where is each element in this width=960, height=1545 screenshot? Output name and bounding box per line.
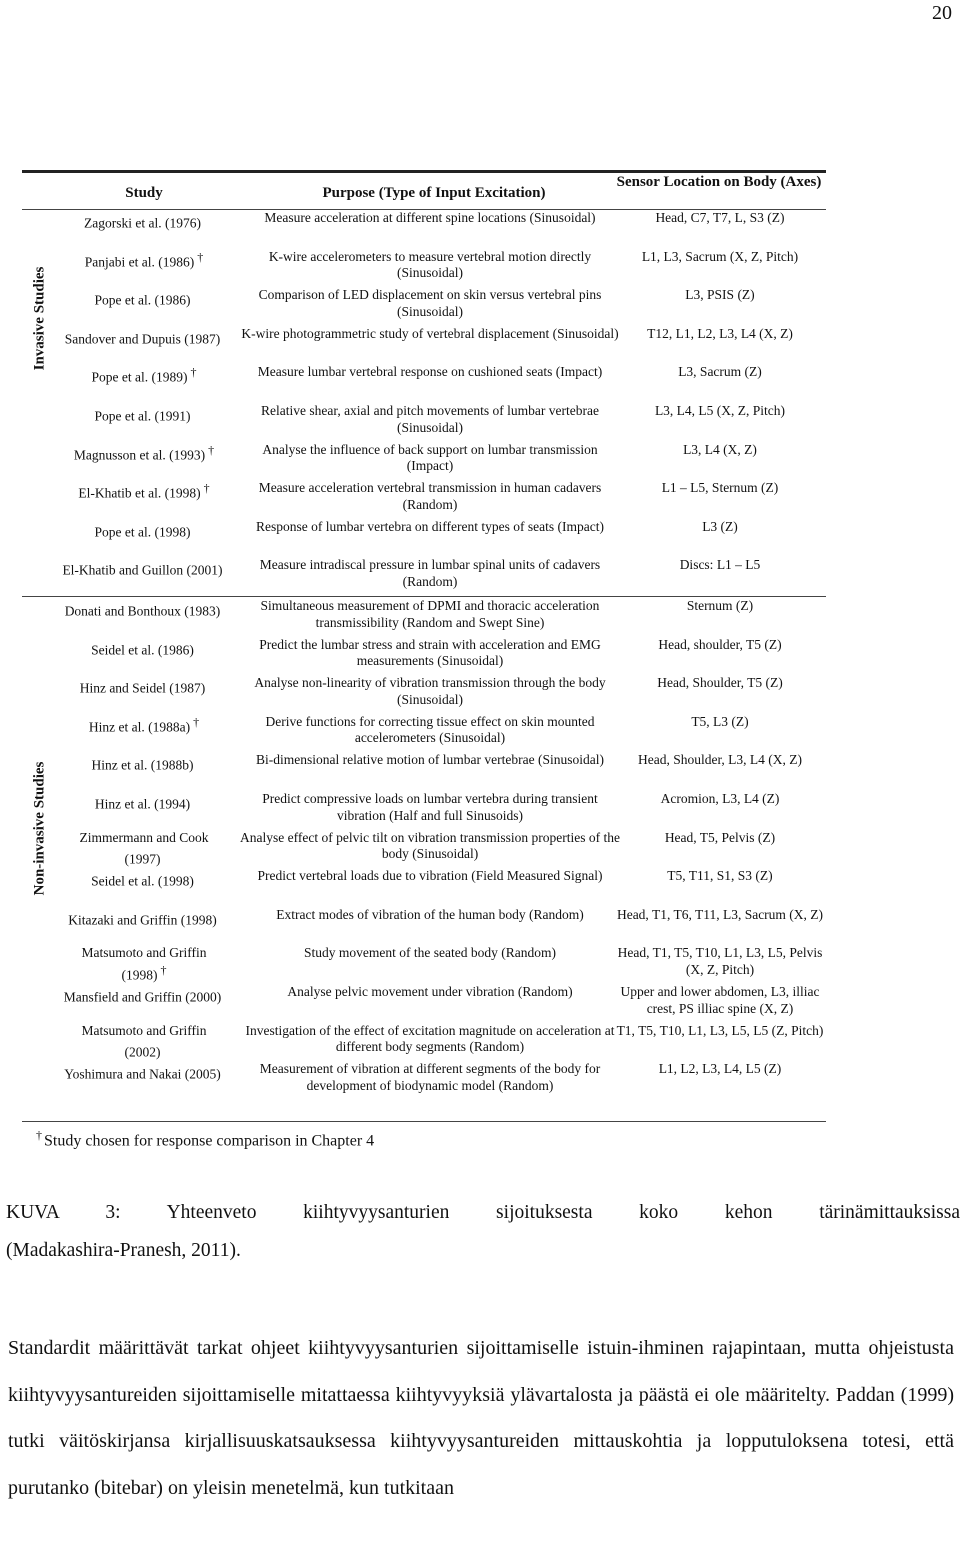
cell-sensor: L3 (Z) bbox=[702, 518, 738, 534]
sensor-location-table-figure bbox=[22, 168, 826, 1148]
study-name: Donati and Bonthoux (1983) bbox=[64, 603, 221, 619]
cell-study bbox=[62, 403, 226, 425]
caption-line-2: (Madakashira-Pranesh, 2011). bbox=[6, 1240, 241, 1261]
cell-study bbox=[62, 752, 226, 774]
dagger-mark: † bbox=[190, 365, 197, 380]
cell-purpose: Analyse pelvic movement under vibration (Random) bbox=[287, 984, 573, 999]
cell-purpose: Measure acceleration vertebral transmission in human cadavers (Random) bbox=[258, 480, 602, 512]
study-name: Pope et al. (1989) bbox=[91, 369, 188, 385]
cell-sensor: L3, L4 (X, Z) bbox=[683, 441, 757, 457]
cell-study bbox=[62, 984, 226, 1006]
cell-sensor: T5, L3 (Z) bbox=[691, 713, 749, 729]
cell-study bbox=[62, 868, 226, 890]
cell-sensor: T12, L1, L2, L3, L4 (X, Z) bbox=[647, 325, 793, 341]
study-name: El-Khatib et al. (1998) bbox=[78, 485, 201, 501]
header-purpose: Purpose (Type of Input Excitation) bbox=[322, 185, 546, 201]
cell-purpose: K-wire accelerometers to measure vertebral motion directly (Sinusoidal) bbox=[268, 248, 592, 281]
study-name: Panjabi et al. (1986) bbox=[84, 254, 195, 270]
footnote-text: Study chosen for response comparison in Chapter 4 bbox=[44, 1132, 375, 1150]
cell-sensor: Discs: L1 – L5 bbox=[679, 557, 761, 573]
cell-sensor: L1, L3, Sacrum (X, Z, Pitch) bbox=[641, 248, 799, 264]
cell-study bbox=[62, 287, 226, 309]
cell-sensor: Head, Shoulder, T5 (Z) bbox=[657, 675, 783, 691]
cell-study bbox=[62, 907, 226, 929]
study-name: Sandover and Dupuis (1987) bbox=[64, 331, 221, 347]
study-name: Kitazaki and Griffin (1998) bbox=[68, 912, 217, 928]
study-name: Matsumoto and Griffin (1998) bbox=[81, 945, 207, 983]
study-name: Hinz et al. (1994) bbox=[94, 796, 191, 812]
table-top-rule bbox=[22, 170, 826, 173]
cell-study bbox=[62, 249, 226, 271]
header-sensor: Sensor Location on Body (Axes) bbox=[616, 174, 822, 190]
cell-purpose: Measure lumbar vertebral response on cushioned seats (Impact) bbox=[257, 364, 603, 380]
study-name: Magnusson et al. (1993) bbox=[73, 447, 206, 463]
cell-purpose: Study movement of the seated body (Random) bbox=[304, 945, 556, 961]
study-name: Pope et al. (1986) bbox=[94, 292, 191, 308]
study-name: Seidel et al. (1986) bbox=[91, 642, 194, 658]
cell-sensor: T5, T11, S1, S3 (Z) bbox=[667, 868, 773, 884]
study-name: Zimmermann and Cook (1997) bbox=[79, 829, 209, 867]
cell-study bbox=[62, 557, 226, 579]
cell-purpose: Comparison of LED displacement on skin versus vertebral pins (Sinusoidal) bbox=[258, 287, 602, 319]
study-name: Yoshimura and Nakai (2005) bbox=[64, 1066, 221, 1082]
cell-study bbox=[62, 945, 226, 984]
cell-study bbox=[62, 210, 226, 232]
cell-sensor: T1, T5, T10, L1, L3, L5, L5 (Z, Pitch) bbox=[616, 1022, 824, 1038]
group-label: Invasive Studies bbox=[31, 266, 48, 370]
table-footnote bbox=[36, 1128, 374, 1150]
group-divider-rule bbox=[22, 596, 826, 597]
cell-purpose: Investigation of the effect of excitation magnitude on acceleration at different body segments (Random) bbox=[245, 1022, 615, 1055]
study-name: Hinz et al. (1988b) bbox=[91, 757, 194, 773]
cell-purpose: Bi-dimensional relative motion of lumbar vertebrae (Sinusoidal) bbox=[256, 752, 604, 768]
cell-study bbox=[62, 480, 226, 502]
table-bottom-rule bbox=[22, 1121, 826, 1122]
cell-purpose: Analyse non-linearity of vibration transmission through the body (Sinusoidal) bbox=[254, 675, 606, 707]
cell-sensor: Head, T5, Pelvis (Z) bbox=[664, 829, 776, 845]
study-name: Hinz and Seidel (1987) bbox=[79, 680, 206, 696]
cell-purpose: Predict vertebral loads due to vibration (Field Measured Signal) bbox=[257, 868, 603, 884]
body-paragraph: Standardit määrittävät tarkat ohjeet kiihtyvyysanturien sijoittamiselle istuin-ihminen rajapintaan, mutta ohjeistusta kiihtyvyysantureiden sijoittamiselle mitattaessa kiihtyvyyksiä ylävartalosta ja päästä ei ole määritelty. Paddan (1999) tutki väitöskirjansa kirjallisuuskatsauksessa kiihtyvyysantureiden mittauskohtia ja lopputuloksena totesi, että purutanko (bitebar) on yleisin menetelmä, kun tutkitaan bbox=[8, 1337, 954, 1499]
cell-sensor: L3, L4, L5 (X, Z, Pitch) bbox=[654, 403, 786, 418]
cell-study bbox=[62, 1023, 226, 1062]
cell-purpose: Extract modes of vibration of the human body (Random) bbox=[276, 906, 584, 922]
study-name: Mansfield and Griffin (2000) bbox=[63, 989, 222, 1005]
cell-sensor: Head, Shoulder, L3, L4 (X, Z) bbox=[637, 752, 803, 768]
cell-study bbox=[62, 326, 226, 348]
study-name: El-Khatib and Guillon (2001) bbox=[62, 562, 223, 578]
cell-purpose: Response of lumbar vertebra on different types of seats (Impact) bbox=[255, 518, 604, 534]
dagger-mark: † bbox=[208, 442, 215, 457]
footnote-mark: † bbox=[36, 1128, 42, 1142]
cell-sensor: L3, Sacrum (Z) bbox=[678, 364, 762, 380]
cell-purpose: K-wire photogrammetric study of vertebral displacement (Sinusoidal) bbox=[241, 325, 619, 341]
cell-study bbox=[62, 364, 226, 386]
study-name: Seidel et al. (1998) bbox=[91, 873, 194, 889]
cell-study bbox=[62, 1061, 226, 1083]
cell-sensor: Head, C7, T7, L, S3 (Z) bbox=[655, 210, 785, 225]
study-name: Zagorski et al. (1976) bbox=[84, 215, 201, 231]
study-name: Matsumoto and Griffin (2002) bbox=[81, 1022, 207, 1060]
cell-purpose: Measurement of vibration at different segments of the body for development of biodynamic model (Random) bbox=[259, 1061, 601, 1093]
cell-study bbox=[62, 714, 226, 736]
group-label: Non-invasive Studies bbox=[31, 761, 48, 895]
cell-purpose: Analyse the influence of back support on lumbar transmission (Impact) bbox=[262, 441, 598, 474]
cell-purpose: Analyse effect of pelvic tilt on vibration transmission properties of the body (Sinusoidal) bbox=[240, 829, 620, 862]
figure-caption bbox=[6, 1194, 960, 1270]
cell-purpose: Measure intradiscal pressure in lumbar spinal units of cadavers (Random) bbox=[259, 557, 601, 589]
cell-purpose: Simultaneous measurement of DPMI and thoracic acceleration transmissibility (Random and Swept Sine) bbox=[260, 598, 600, 630]
cell-sensor: L1, L2, L3, L4, L5 (Z) bbox=[658, 1061, 782, 1077]
dagger-mark: † bbox=[193, 714, 200, 729]
cell-study bbox=[62, 637, 226, 659]
cell-purpose: Predict compressive loads on lumbar vertebra during transient vibration (Half and full Sinusoids) bbox=[262, 791, 598, 823]
study-name: Hinz et al. (1988a) bbox=[88, 719, 191, 735]
cell-sensor: Head, shoulder, T5 (Z) bbox=[658, 636, 782, 652]
cell-sensor: L3, PSIS (Z) bbox=[685, 287, 755, 303]
cell-study bbox=[62, 830, 226, 869]
cell-sensor: Upper and lower abdomen, L3, illiac crest, PS illiac spine (X, Z) bbox=[620, 984, 820, 1016]
cell-study bbox=[62, 519, 226, 541]
dagger-mark: † bbox=[197, 249, 204, 264]
cell-study bbox=[62, 442, 226, 464]
cell-sensor: L1 – L5, Sternum (Z) bbox=[661, 480, 779, 496]
cell-study bbox=[62, 791, 226, 813]
cell-sensor: Head, T1, T6, T11, L3, Sacrum (X, Z) bbox=[616, 906, 824, 922]
study-name: Pope et al. (1998) bbox=[94, 524, 191, 540]
cell-study bbox=[62, 598, 226, 620]
cell-purpose: Predict the lumbar stress and strain with acceleration and EMG measurements (Sinusoidal) bbox=[259, 636, 601, 669]
header-study: Study bbox=[125, 185, 163, 201]
dagger-mark: † bbox=[160, 962, 167, 977]
cell-sensor: Acromion, L3, L4 (Z) bbox=[660, 791, 780, 806]
caption-line-1: KUVA 3: Yhteenveto kiihtyvyysanturien sijoituksesta koko kehon tärinämittauksissa bbox=[6, 1202, 960, 1223]
study-name: Pope et al. (1991) bbox=[94, 408, 191, 424]
cell-purpose: Relative shear, axial and pitch movements of lumbar vertebrae (Sinusoidal) bbox=[261, 403, 599, 435]
cell-sensor: Head, T1, T5, T10, L1, L3, L5, Pelvis (X, Z, Pitch) bbox=[617, 945, 823, 977]
cell-study bbox=[62, 675, 226, 697]
page-number: 20 bbox=[932, 2, 952, 24]
cell-purpose: Derive functions for correcting tissue effect on skin mounted accelerometers (Sinusoidal) bbox=[265, 713, 595, 746]
dagger-mark: † bbox=[203, 481, 210, 496]
cell-sensor: Sternum (Z) bbox=[686, 598, 754, 613]
cell-purpose: Measure acceleration at different spine locations (Sinusoidal) bbox=[264, 210, 596, 225]
